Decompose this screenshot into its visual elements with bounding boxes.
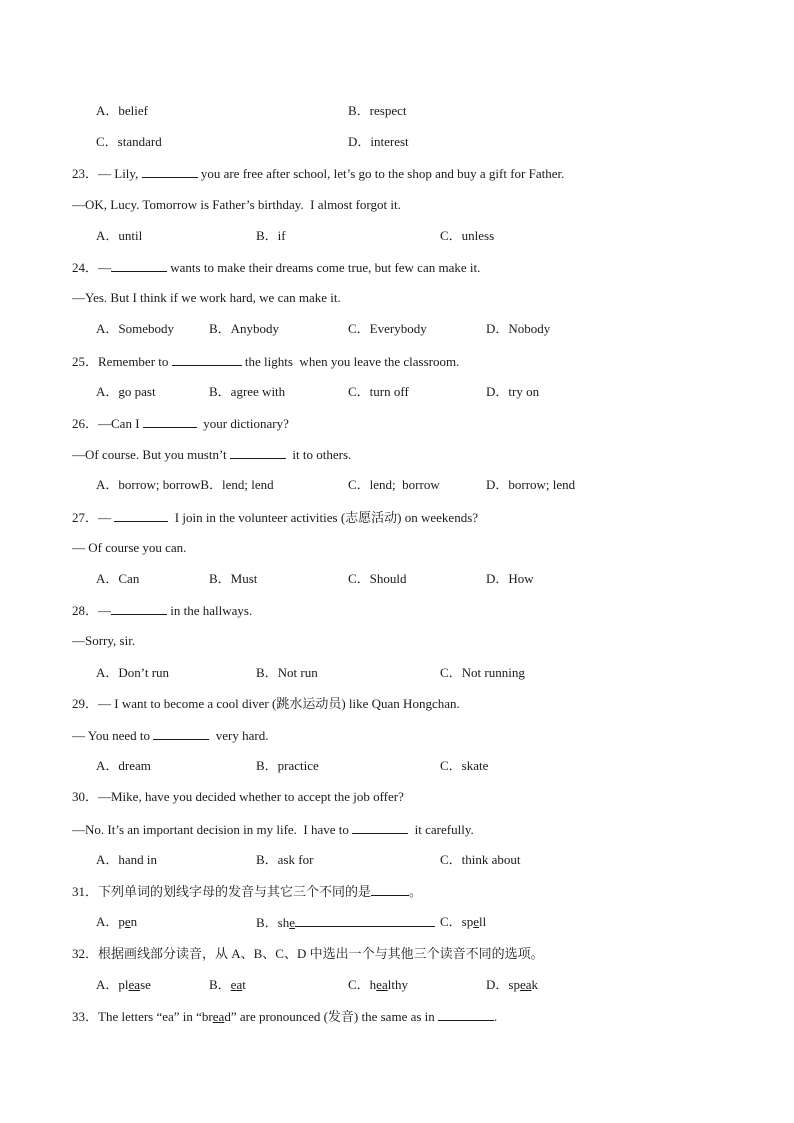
option-b: B．Must	[209, 571, 258, 586]
option-d: D．interest	[348, 134, 409, 149]
option-a: A．Don’t run	[96, 665, 170, 680]
option-a: A．please	[96, 977, 151, 992]
option-a: A．Somebody	[96, 321, 175, 336]
question-24-response: —Yes. But I think if we work hard, we can make it.	[72, 290, 341, 305]
option-b: B．respect	[348, 103, 407, 118]
question-27: 27．— I join in the volunteer activities (志愿活动) on weekends?	[72, 510, 479, 525]
option-c: C．spell	[440, 914, 487, 929]
answer-blank	[142, 165, 198, 178]
question-23-response: —OK, Lucy. Tomorrow is Father’s birthday. I almost forgot it.	[72, 197, 401, 212]
option-c: C．Everybody	[348, 321, 427, 336]
answer-blank	[438, 1008, 494, 1021]
answer-blank	[352, 821, 408, 834]
question-32: 32．根据画线部分读音，从 A、B、C、D 中选出一个与其他三个读音不同的选项。	[72, 946, 544, 961]
option-d: D．try on	[486, 384, 540, 399]
option-a-b: A．borrow; borrowB．lend; lend	[96, 477, 274, 492]
answer-blank	[230, 446, 286, 459]
option-d: D．How	[486, 571, 534, 586]
option-b: B．if	[256, 228, 286, 243]
question-26: 26．—Can I your dictionary?	[72, 416, 289, 431]
option-b: B．she	[256, 914, 435, 931]
option-b: B．practice	[256, 758, 319, 773]
answer-blank	[153, 727, 209, 740]
option-c: C．unless	[440, 228, 495, 243]
question-26-response: —Of course. But you mustn’t it to others.	[72, 447, 352, 462]
question-27-response: — Of course you can.	[72, 540, 187, 555]
answer-blank	[371, 883, 409, 896]
option-c: C．think about	[440, 852, 521, 867]
option-b: B．ask for	[256, 852, 314, 867]
question-23: 23．— Lily, you are free after school, let’s go to the shop and buy a gift for Father.	[72, 166, 565, 181]
option-c: C．turn off	[348, 384, 409, 399]
option-b: B．Anybody	[209, 321, 280, 336]
option-a: A．pen	[96, 914, 138, 929]
question-25: 25．Remember to the lights when you leave the classroom.	[72, 354, 460, 369]
answer-blank	[111, 259, 167, 272]
option-c: C．healthy	[348, 977, 408, 992]
option-b: B．eat	[209, 977, 246, 992]
option-c: C．Should	[348, 571, 407, 586]
answer-blank	[114, 509, 168, 522]
question-29-response: — You need to very hard.	[72, 728, 269, 743]
answer-blank	[111, 602, 167, 615]
option-c: C．Not running	[440, 665, 525, 680]
option-c: C．lend; borrow	[348, 477, 440, 492]
option-c: C．standard	[96, 134, 162, 149]
option-d: D．speak	[486, 977, 538, 992]
option-b: B．Not run	[256, 665, 318, 680]
option-c: C．skate	[440, 758, 489, 773]
option-b: B．agree with	[209, 384, 286, 399]
question-28-response: —Sorry, sir.	[72, 633, 136, 648]
question-29: 29．— I want to become a cool diver (跳水运动员) like Quan Hongchan.	[72, 696, 460, 711]
question-33: 33．The letters “ea” in “bread” are pronounced (发音) the same as in .	[72, 1009, 498, 1024]
answer-blank	[143, 415, 197, 428]
option-a: A．go past	[96, 384, 156, 399]
question-28: 28．— in the hallways.	[72, 603, 253, 618]
option-a: A．until	[96, 228, 143, 243]
question-31: 31．下列单词的划线字母的发音与其它三个不同的是 。	[72, 884, 423, 899]
option-a: A．belief	[96, 103, 148, 118]
question-30-response: —No. It’s an important decision in my life. I have to it carefully.	[72, 822, 474, 837]
option-d: D．Nobody	[486, 321, 551, 336]
option-d: D．borrow; lend	[486, 477, 576, 492]
option-a: A．dream	[96, 758, 151, 773]
question-24: 24．— wants to make their dreams come true, but few can make it.	[72, 260, 481, 275]
option-a: A．Can	[96, 571, 140, 586]
answer-blank	[172, 353, 242, 366]
option-a: A．hand in	[96, 852, 158, 867]
question-30: 30．—Mike, have you decided whether to accept the job offer?	[72, 789, 404, 804]
